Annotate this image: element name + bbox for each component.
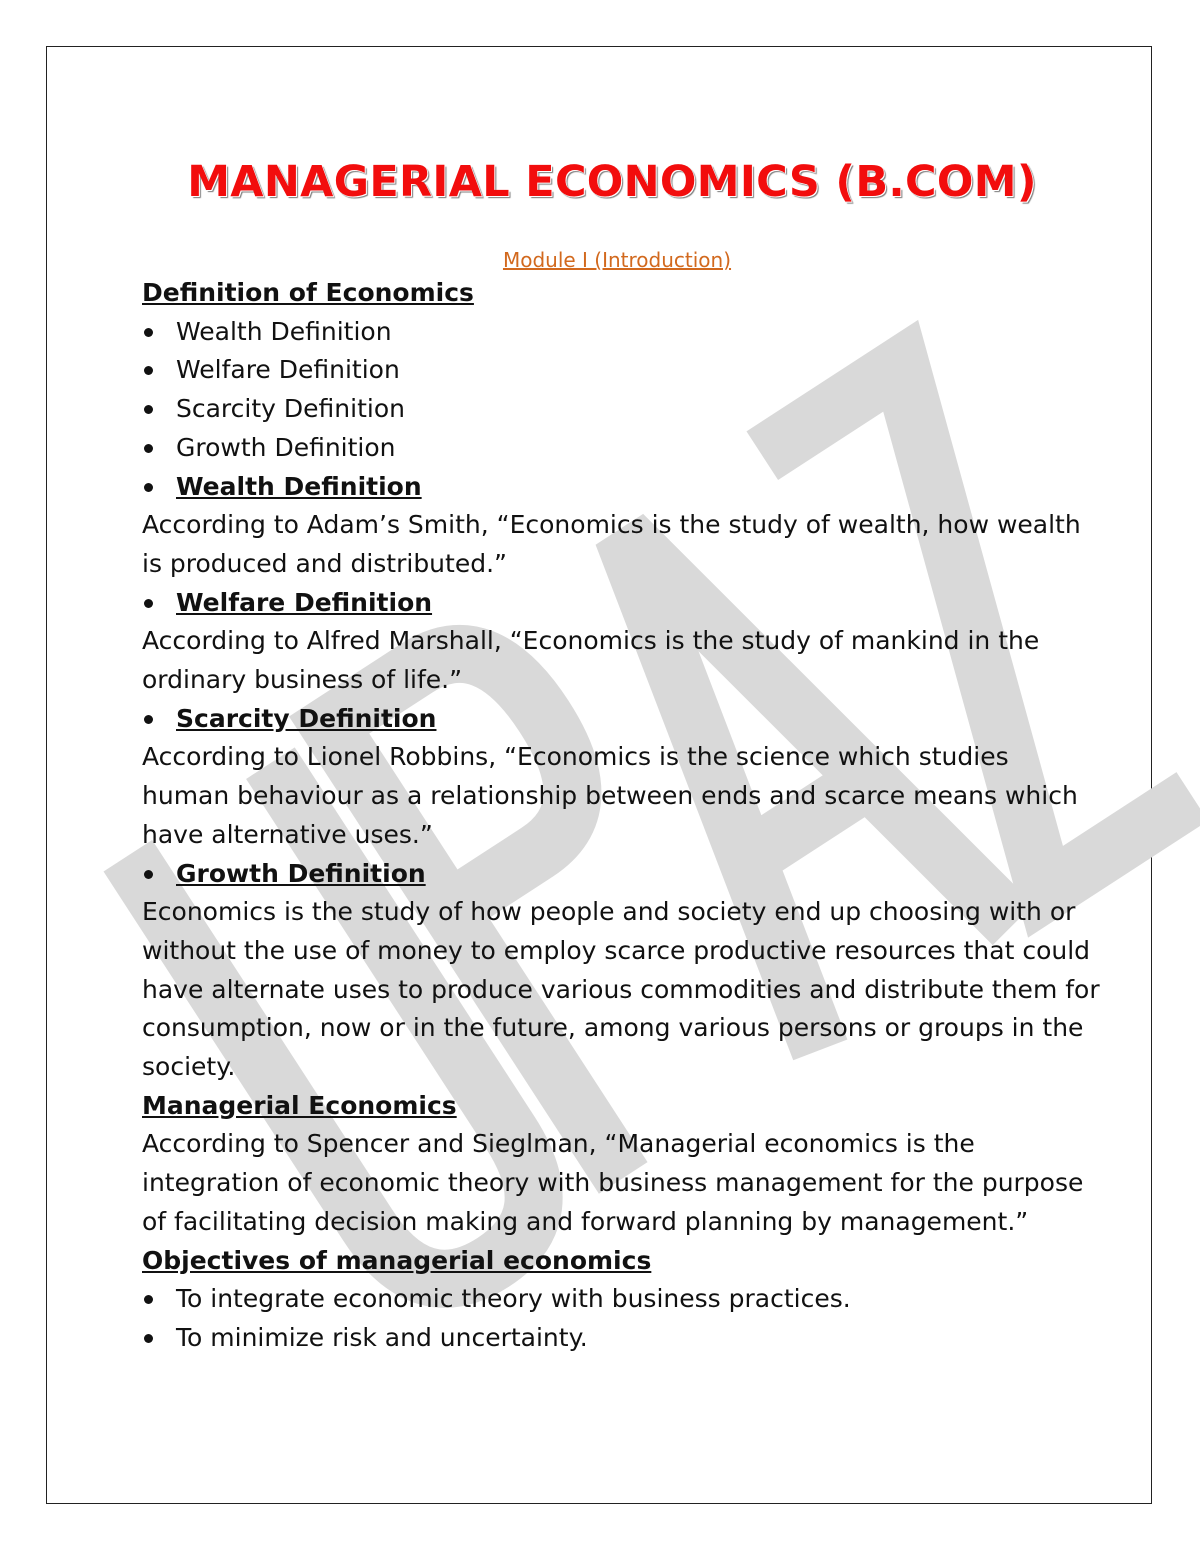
definition-heading: Definition of Economics [142, 278, 474, 307]
growth-heading-item [142, 855, 1102, 894]
welfare-heading: Welfare Definition [176, 587, 433, 617]
growth-section [142, 855, 1102, 894]
list-item: Growth Definition [142, 429, 1102, 468]
scarcity-heading: Scarcity Definition [176, 703, 437, 733]
objectives-list [142, 1280, 1102, 1357]
growth-heading: Growth Definition [176, 858, 426, 888]
list-item: Welfare Definition [142, 351, 1102, 390]
document-content [142, 150, 1102, 1358]
scarcity-text: According to Lionel Robbins, “Economics is the science which studies human behaviour as a relationship between ends and scarce means which have alternative uses.” [142, 742, 1078, 849]
list-item: Scarcity Definition [142, 390, 1102, 429]
wealth-heading: Wealth Definition [176, 471, 422, 501]
definition-list [142, 313, 1102, 507]
scarcity-section [142, 700, 1102, 739]
welfare-text: According to Alfred Marshall, “Economics is the study of mankind in the ordinary business of life.” [142, 626, 1040, 695]
list-item: Wealth Definition [142, 313, 1102, 352]
welfare-section [142, 584, 1102, 623]
wealth-text: According to Adam’s Smith, “Economics is the study of wealth, how wealth is produced and distributed.” [142, 510, 1081, 578]
list-item: To integrate economic theory with business practices. [142, 1280, 1102, 1319]
growth-text: Economics is the study of how people and society end up choosing with or without the use of money to employ scarce productive resources that could have alternate uses to produce various commodities and distribute them for consumption, now or in the future, among various persons or groups in the society. [142, 897, 1100, 1082]
objectives-heading: Objectives of managerial economics [142, 1245, 652, 1275]
welfare-heading-item [142, 584, 1102, 623]
scarcity-heading-item [142, 700, 1102, 739]
managerial-heading: Managerial Economics [142, 1090, 457, 1120]
list-item: To minimize risk and uncertainty. [142, 1319, 1102, 1358]
module-title: Module I (Introduction) [502, 248, 732, 272]
wealth-heading-item [142, 468, 1102, 507]
document-title: MANAGERIAL ECONOMICS (B.COM) [187, 157, 1037, 207]
managerial-text: According to Spencer and Sieglman, “Managerial economics is the integration of economic theory with business management for the purpose of facilitating decision making and forward planning by management.” [142, 1129, 1084, 1236]
